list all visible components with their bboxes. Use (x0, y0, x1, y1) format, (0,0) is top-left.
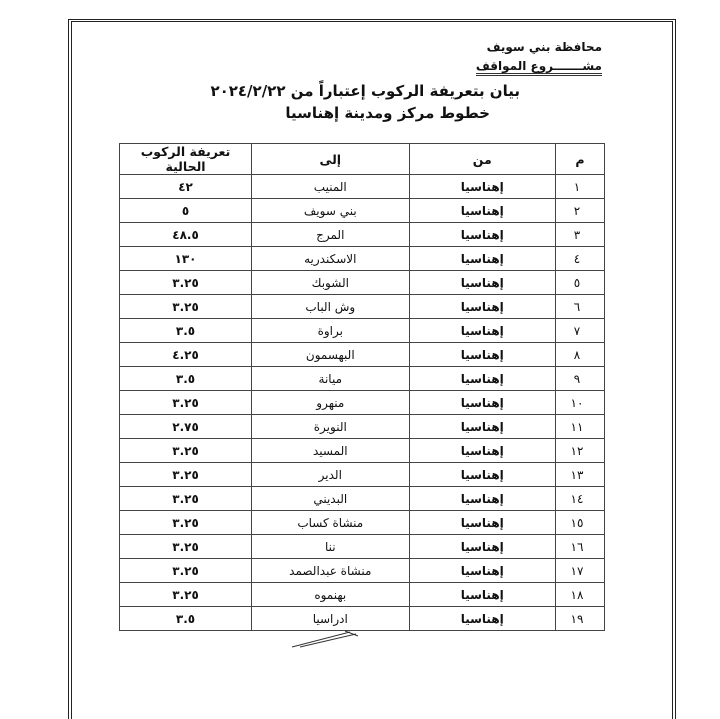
table-row (120, 535, 605, 559)
row-fare: ٣.٥ (120, 607, 252, 631)
header-from: من (409, 144, 556, 175)
row-from: إهناسيا (409, 343, 556, 367)
table-row (120, 247, 605, 271)
row-to: المرج (252, 223, 409, 247)
row-fare: ٣.٢٥ (120, 559, 252, 583)
row-number: ١١ (556, 415, 605, 439)
table-row (120, 367, 605, 391)
row-fare: ٤٨.٥ (120, 223, 252, 247)
row-number: ١٧ (556, 559, 605, 583)
row-to: بهنموه (252, 583, 409, 607)
row-to: براوة (252, 319, 409, 343)
row-from: إهناسيا (409, 367, 556, 391)
table-row (120, 391, 605, 415)
row-number: ١٢ (556, 439, 605, 463)
row-from: إهناسيا (409, 199, 556, 223)
row-from: إهناسيا (409, 535, 556, 559)
row-from: إهناسيا (409, 295, 556, 319)
row-from: إهناسيا (409, 175, 556, 199)
signature-mark-icon (290, 628, 360, 648)
row-to: وش الباب (252, 295, 409, 319)
row-number: ٢ (556, 199, 605, 223)
row-fare: ٣.٢٥ (120, 535, 252, 559)
row-number: ٨ (556, 343, 605, 367)
document-title: بيان بتعريفة الركوب إعتباراً من ٢٠٢٤/٢/٢٢ (210, 82, 520, 100)
table-header-row (120, 144, 605, 175)
row-from: إهناسيا (409, 487, 556, 511)
row-number: ٩ (556, 367, 605, 391)
row-from: إهناسيا (409, 463, 556, 487)
row-to: البديني (252, 487, 409, 511)
row-number: ١ (556, 175, 605, 199)
row-from: إهناسيا (409, 415, 556, 439)
table-row (120, 295, 605, 319)
table-row (120, 343, 605, 367)
table-body (120, 175, 605, 631)
fare-table (119, 143, 605, 631)
row-fare: ٢.٧٥ (120, 415, 252, 439)
row-fare: ٣.٢٥ (120, 295, 252, 319)
row-fare: ٣.٢٥ (120, 487, 252, 511)
row-from: إهناسيا (409, 223, 556, 247)
table-row (120, 415, 605, 439)
row-from: إهناسيا (409, 559, 556, 583)
row-number: ٤ (556, 247, 605, 271)
project-label: مشـــــــروع المواقف (476, 59, 602, 76)
table-row (120, 463, 605, 487)
row-fare: ٣.٢٥ (120, 439, 252, 463)
row-to: منشاة عبدالصمد (252, 559, 409, 583)
row-to: ميانة (252, 367, 409, 391)
table-row (120, 583, 605, 607)
table-row (120, 511, 605, 535)
row-fare: ٣.٢٥ (120, 511, 252, 535)
row-from: إهناسيا (409, 511, 556, 535)
row-number: ١٩ (556, 607, 605, 631)
row-from: إهناسيا (409, 439, 556, 463)
row-number: ١٤ (556, 487, 605, 511)
row-fare: ٣.٢٥ (120, 271, 252, 295)
row-to: النويرة (252, 415, 409, 439)
table-row (120, 271, 605, 295)
row-number: ٣ (556, 223, 605, 247)
row-from: إهناسيا (409, 271, 556, 295)
table-row (120, 439, 605, 463)
row-to: منهرو (252, 391, 409, 415)
row-to: الشوبك (252, 271, 409, 295)
table-row (120, 559, 605, 583)
row-number: ٥ (556, 271, 605, 295)
row-to: البهسمون (252, 343, 409, 367)
row-fare: ١٣٠ (120, 247, 252, 271)
row-number: ٧ (556, 319, 605, 343)
row-from: إهناسيا (409, 607, 556, 631)
row-to: الاسكندريه (252, 247, 409, 271)
row-from: إهناسيا (409, 391, 556, 415)
document-subtitle: خطوط مركز ومدينة إهناسيا (285, 104, 490, 122)
row-fare: ٣.٥ (120, 367, 252, 391)
row-fare: ٤٢ (120, 175, 252, 199)
row-fare: ٣.٢٥ (120, 391, 252, 415)
table-row (120, 319, 605, 343)
table-row (120, 487, 605, 511)
row-to: منشاة كساب (252, 511, 409, 535)
row-to: ادراسيا (252, 607, 409, 631)
row-number: ١٥ (556, 511, 605, 535)
row-to: المسيد (252, 439, 409, 463)
row-fare: ٤.٢٥ (120, 343, 252, 367)
table-row (120, 223, 605, 247)
row-fare: ٣.٥ (120, 319, 252, 343)
row-fare: ٥ (120, 199, 252, 223)
table-row (120, 175, 605, 199)
row-to: ننا (252, 535, 409, 559)
row-from: إهناسيا (409, 247, 556, 271)
governorate-label: محافظة بني سويف (486, 40, 602, 54)
header-fare: تعريفة الركوب الحالية (120, 144, 252, 175)
row-number: ١٠ (556, 391, 605, 415)
table-row (120, 199, 605, 223)
row-fare: ٣.٢٥ (120, 583, 252, 607)
row-to: الدير (252, 463, 409, 487)
row-from: إهناسيا (409, 583, 556, 607)
header-to: إلى (252, 144, 409, 175)
header-num: م (556, 144, 605, 175)
row-fare: ٣.٢٥ (120, 463, 252, 487)
row-number: ١٦ (556, 535, 605, 559)
row-to: بني سويف (252, 199, 409, 223)
row-number: ١٣ (556, 463, 605, 487)
row-number: ٦ (556, 295, 605, 319)
table-row (120, 607, 605, 631)
row-number: ١٨ (556, 583, 605, 607)
row-to: المنيب (252, 175, 409, 199)
row-from: إهناسيا (409, 319, 556, 343)
